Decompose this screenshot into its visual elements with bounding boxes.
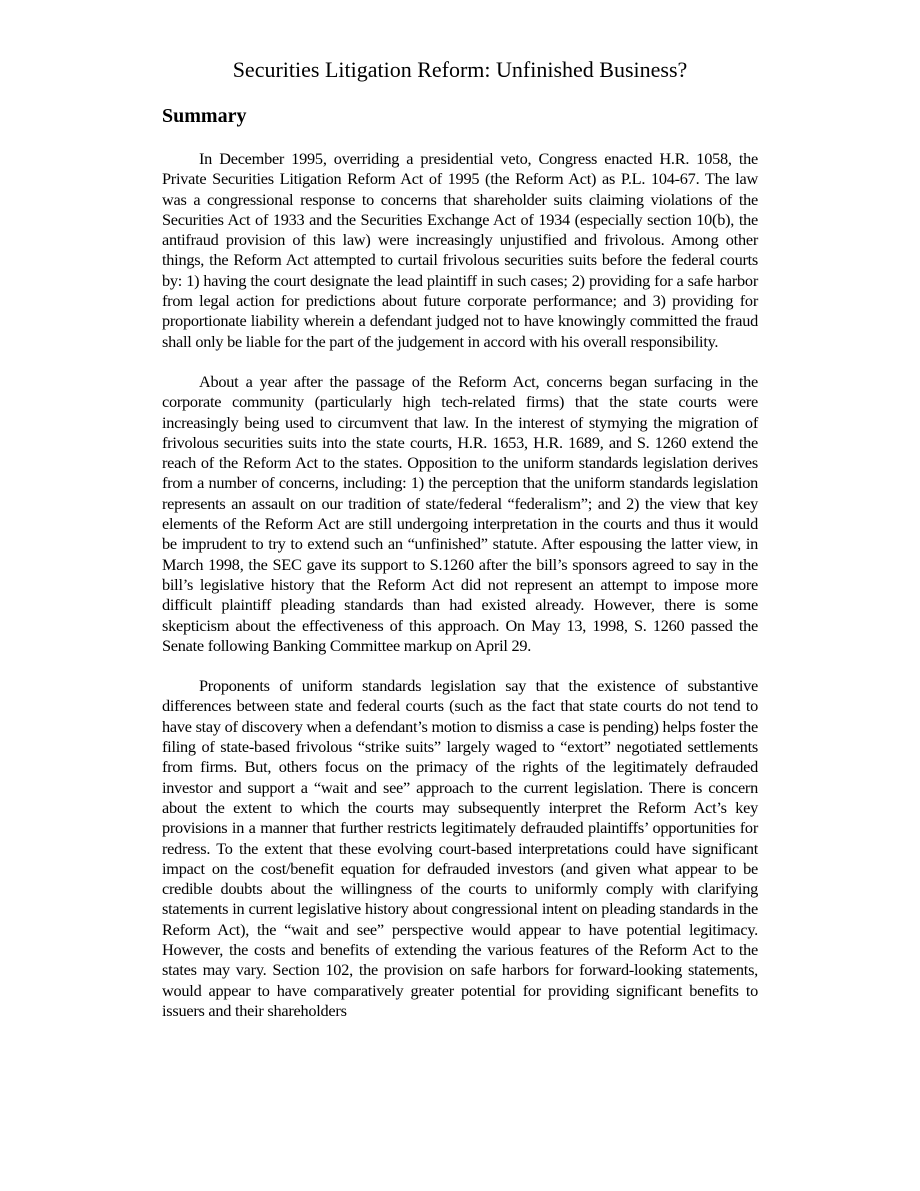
document-body [162, 149, 758, 1041]
document-title: Securities Litigation Reform: Unfinished Business? [232, 57, 688, 82]
paragraph-2: About a year after the passage of the Reform Act, concerns began surfacing in the corporate community (particularly high tech-related firms) that the state courts were increasingly being used to circumvent that law. In the interest of stymying the migration of frivolous securities suits into the state courts, H.R. 1653, H.R. 1689, and S. 1260 extend the reach of the Reform Act to the states. Opposition to the uniform standards legislation derives from a number of concerns, including: 1) the perception that the uniform standards legislation represents an assault on our tradition of state/federal “federalism”; and 2) the view that key elements of the Reform Act are still undergoing interpretation in the courts and thus it would be imprudent to try to extend such an “unfinished” statute. After espousing the latter view, in March 1998, the SEC gave its support to S.1260 after the bill’s sponsors agreed to say in the bill’s legislative history that the Reform Act did not represent an attempt to impose more difficult plaintiff pleading standards than had existed already. However, there is some skepticism about the effectiveness of this approach. On May 13, 1998, S. 1260 passed the Senate following Banking Committee markup on April 29. [162, 371, 758, 655]
paragraph-3: Proponents of uniform standards legislation say that the existence of substantive differences between state and federal courts (such as the fact that state courts do not tend to have stay of discovery when a defendant’s motion to dismiss a case is pending) helps foster the filing of state-based frivolous “strike suits” largely waged to “extort” negotiated settlements from firms. But, others focus on the primacy of the rights of the legitimately defrauded investor and support a “wait and see” approach to the current legislation. There is concern about the extent to which the courts may subsequently interpret the Reform Act’s key provisions in a manner that further restricts legitimately defrauded plaintiffs’ opportunities for redress. To the extent that these evolving court-based interpretations could have significant impact on the cost/benefit equation for defrauded investors (and given what appear to be credible doubts about the willingness of the courts to uniformly comply with clarifying statements in current legislative history about congressional intent on pleading standards in the Reform Act), the “wait and see” perspective would appear to have potential legitimacy. However, the costs and benefits of extending the various features of the Reform Act to the states may vary. Section 102, the provision on safe harbors for forward-looking statements, would appear to have comparatively greater potential for providing significant benefits to issuers and their shareholders [162, 676, 758, 1020]
section-heading-summary: Summary [162, 105, 247, 127]
paragraph-1: In December 1995, overriding a presidential veto, Congress enacted H.R. 1058, the Private Securities Litigation Reform Act of 1995 (the Reform Act) as P.L. 104-67. The law was a congressional response to concerns that shareholder suits claiming violations of the Securities Act of 1933 and the Securities Exchange Act of 1934 (especially section 10(b), the antifraud provision of this law) were increasingly unjustified and frivolous. Among other things, the Reform Act attempted to curtail frivolous securities suits before the federal courts by: 1) having the court designate the lead plaintiff in such cases; 2) providing for a safe harbor from legal action for predictions about future corporate performance; and 3) providing for proportionate liability wherein a defendant judged not to have knowingly committed the fraud shall only be liable for the part of the judgement in accord with his overall responsibility. [162, 149, 758, 351]
